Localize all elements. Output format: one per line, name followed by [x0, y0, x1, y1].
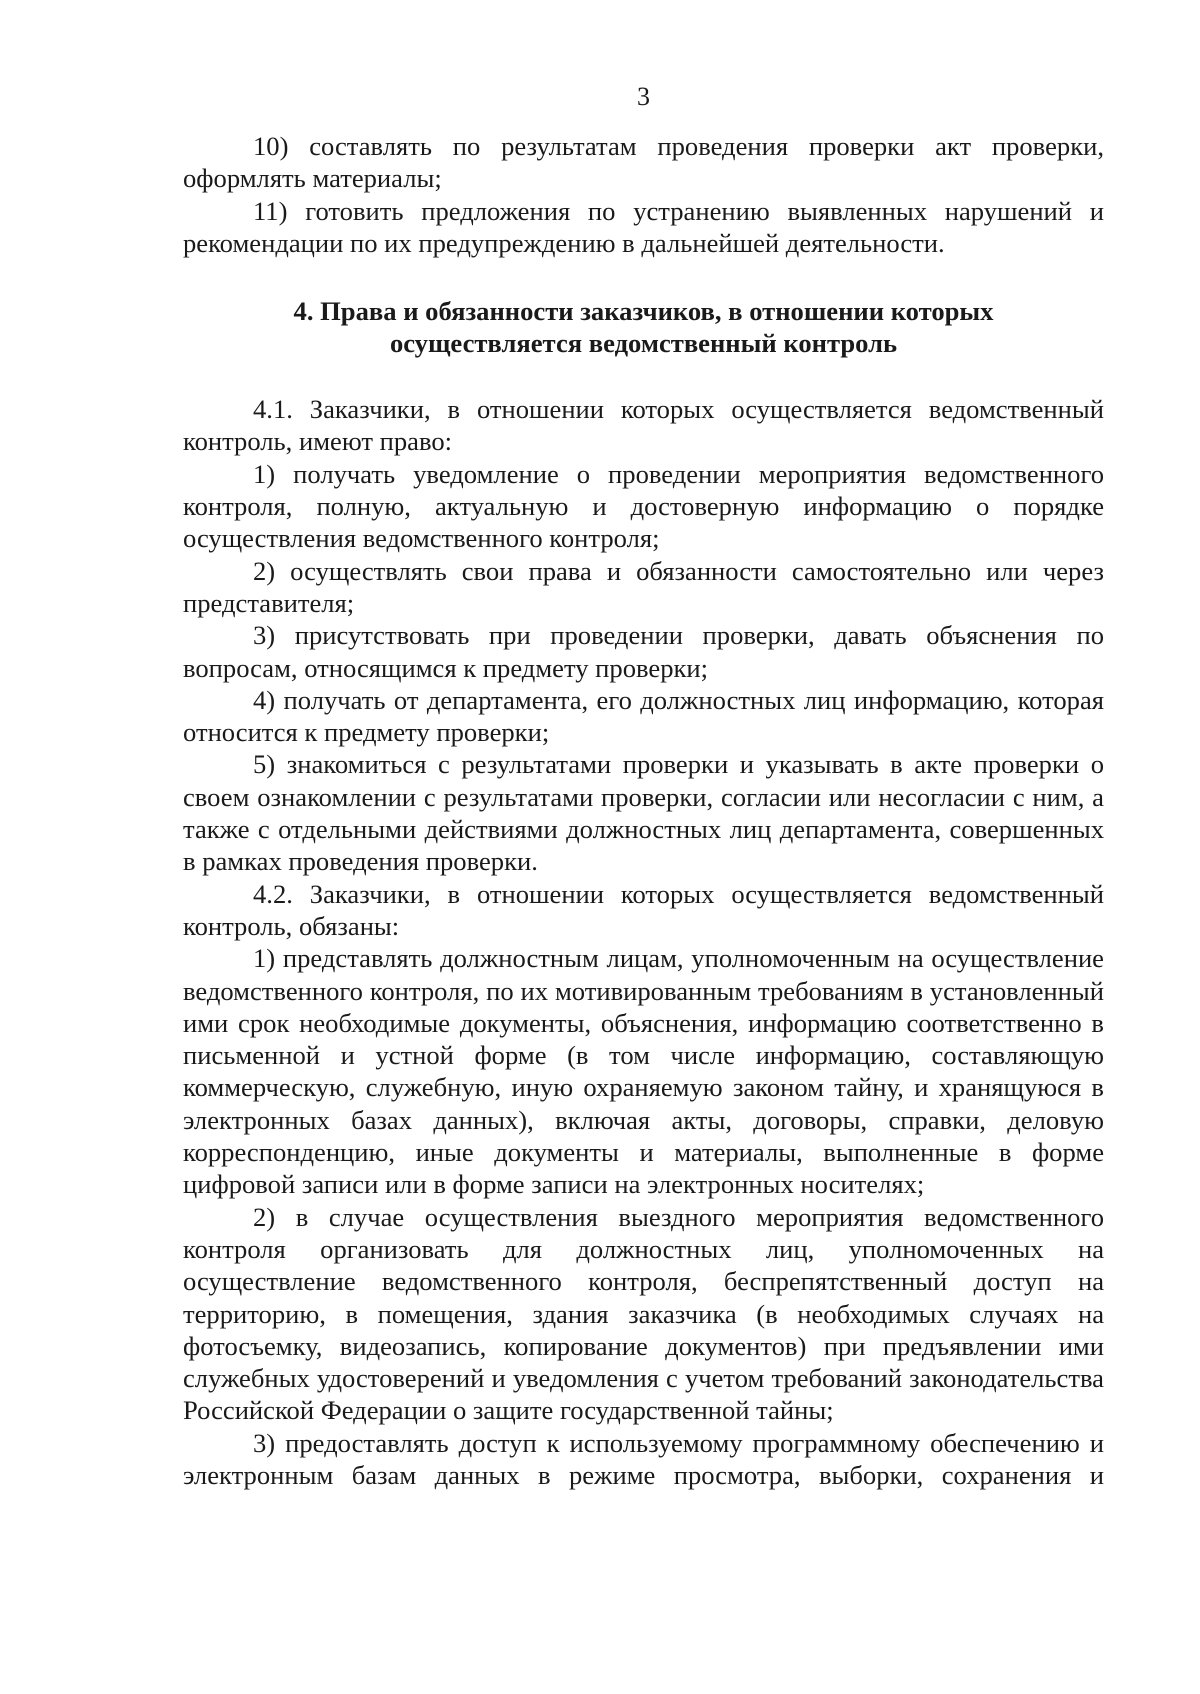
list-item-10: 10) составлять по результатам проведения проверки акт проверки, оформлять материалы;	[183, 131, 1104, 194]
section-heading-line-1: 4. Права и обязанности заказчиков, в отношении которых	[293, 296, 994, 327]
clause-4-2: 4.2. Заказчики, в отношении которых осуществляется ведомственный контроль, обязаны:	[183, 878, 1104, 941]
clause-4-2-item-1: 1) представлять должностным лицам, уполномоченным на осуществление ведомственного контроля, по их мотивированным требованиям в установленный ими срок необходимые документы, объяснения, информацию соответственно в письменной и устной форме (в том числе информацию, составляющую коммерческую, служебную, иную охраняемую законом тайну, и хранящуюся в электронных базах данных), включая акты, договоры, справки, деловую корреспонденцию, иные документы и материалы, выполненные в форме цифровой записи или в форме записи на электронных носителях;	[183, 943, 1104, 1200]
clause-4-1-item-5: 5) знакомиться с результатами проверки и указывать в акте проверки о своем ознакомлении с результатами проверки, согласии или несогласии с ним, а также с отдельными действиями должностных лиц департамента, совершенных в рамках проведения проверки.	[183, 749, 1104, 877]
list-item-11: 11) готовить предложения по устранению выявленных нарушений и рекомендации по их предупреждению в дальнейшей деятельности.	[183, 195, 1104, 258]
clause-4-1: 4.1. Заказчики, в отношении которых осуществляется ведомственный контроль, имеют право:	[183, 394, 1104, 457]
section-heading-line-2: осуществляется ведомственный контроль	[389, 328, 898, 359]
clause-4-2-item-3: 3) предоставлять доступ к используемому программному обеспечению и электронным базам данных в режиме просмотра, выборки, сохранения и	[183, 1427, 1104, 1490]
clause-4-1-item-2: 2) осуществлять свои права и обязанности самостоятельно или через представителя;	[183, 555, 1104, 618]
clause-4-2-item-2: 2) в случае осуществления выездного мероприятия ведомственного контроля организовать для должностных лиц, уполномоченных на осуществление ведомственного контроля, беспрепятственный доступ на территорию, в помещения, здания заказчика (в необходимых случаях на фотосъемку, видеозапись, копирование документов) при предъявлении ими служебных удостоверений и уведомления с учетом требований законодательства Российской Федерации о защите государственной тайны;	[183, 1201, 1104, 1426]
clause-4-1-item-1: 1) получать уведомление о проведении мероприятия ведомственного контроля, полную, актуальную и достоверную информацию о порядке осуществления ведомственного контроля;	[183, 458, 1104, 554]
page-number: 3	[637, 82, 650, 111]
section-heading	[183, 295, 1104, 359]
clause-4-1-item-4: 4) получать от департамента, его должностных лиц информацию, которая относится к предмету проверки;	[183, 684, 1104, 748]
clause-4-1-item-3: 3) присутствовать при проведении проверки, давать объяснения по вопросам, относящимся к предмету проверки;	[183, 620, 1104, 683]
